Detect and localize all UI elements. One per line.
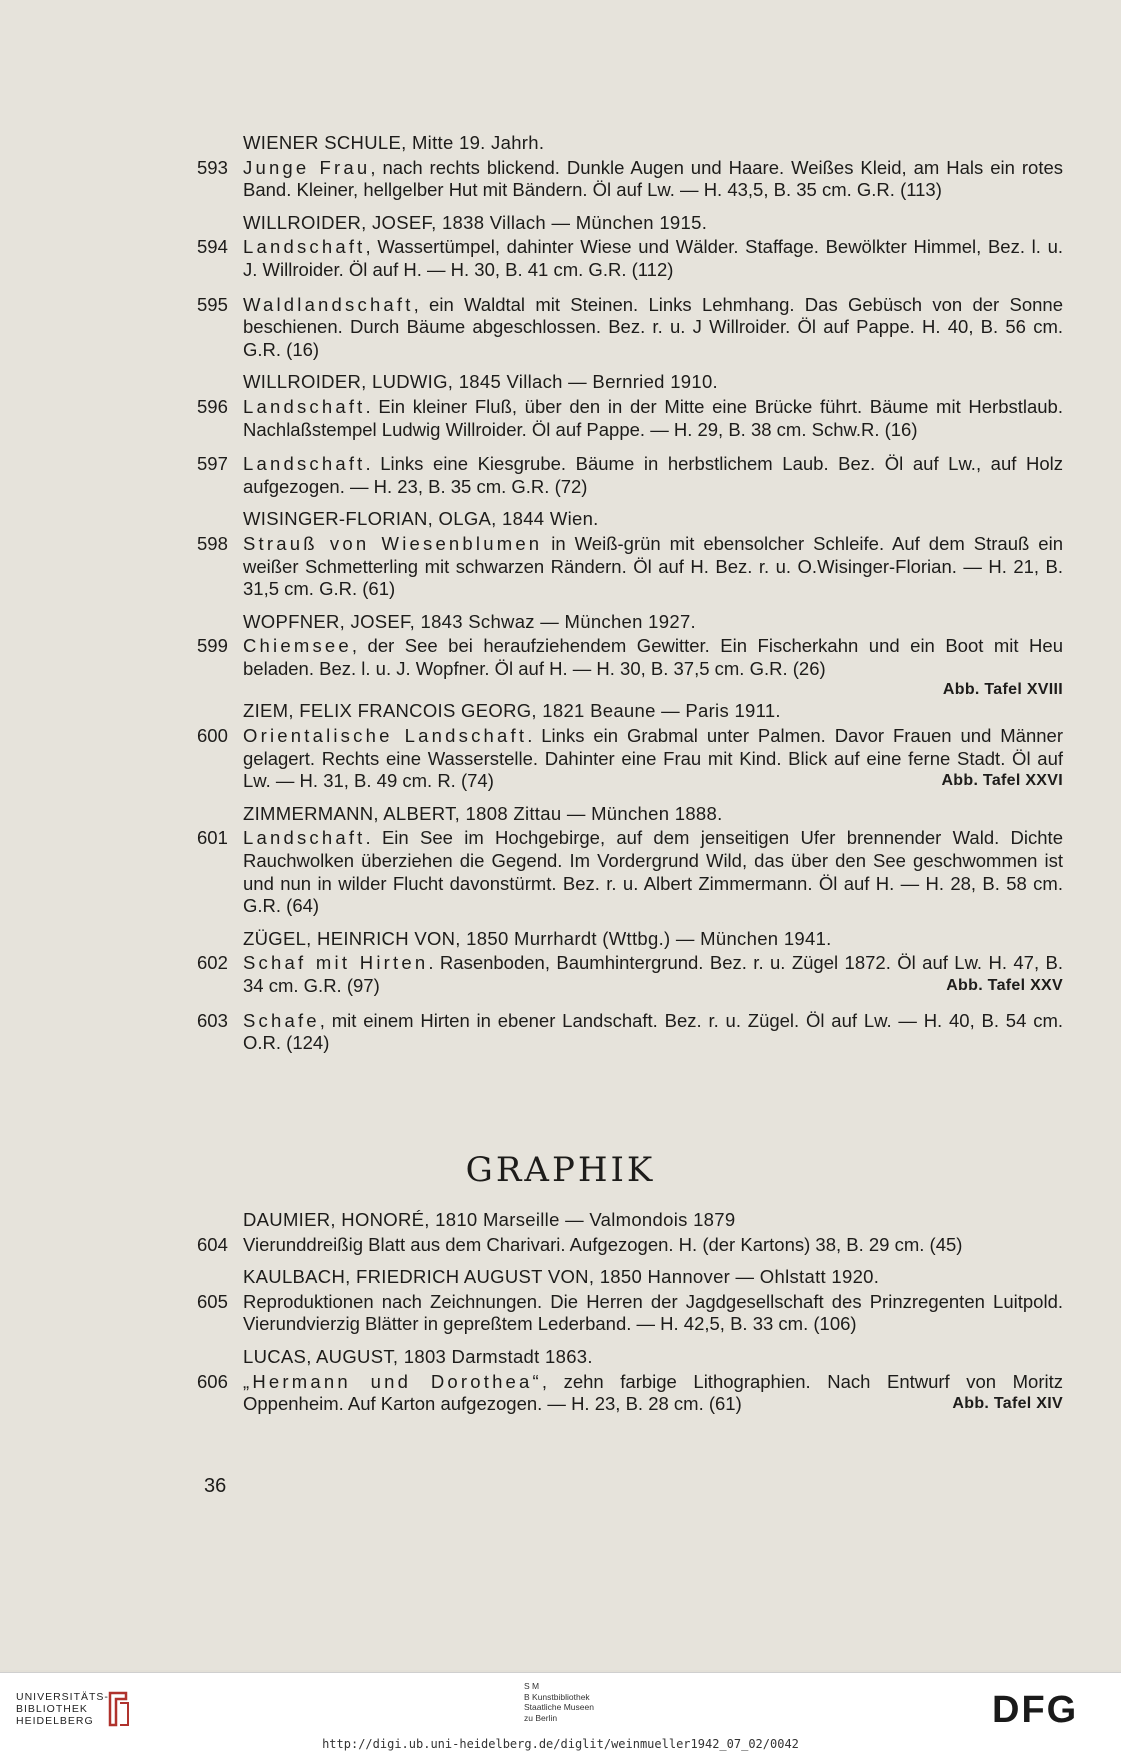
catalog-entry <box>197 827 1063 917</box>
dfg-logo[interactable]: DFG <box>992 1689 1079 1731</box>
catalog-entry <box>197 396 1063 441</box>
entry-title: Landschaft <box>243 827 366 849</box>
entry-number: 600 <box>197 725 228 747</box>
artist-heading: ZÜGEL, HEINRICH VON, 1850 Murrhardt (Wttbg.) — München 1941. <box>243 927 832 949</box>
entry-text: , zehn farbige Lithographien. Nach Entwurf von Moritz Oppenheim. Auf Karton aufgezogen. — H. 23, B. 28 cm. (61) <box>243 1370 1064 1415</box>
entry-text: . Rasenboden, Baumhintergrund. Bez. r. u. Zügel 1872. Öl auf Lw. H. 47, B. 34 cm. G.R. (97) <box>243 952 1064 996</box>
catalog-entry <box>197 725 1063 793</box>
entry-number: 602 <box>197 952 228 974</box>
entry-number: 594 <box>197 236 228 258</box>
entry-number: 599 <box>197 635 228 657</box>
artist-heading: WIENER SCHULE, Mitte 19. Jahrh. <box>243 132 545 153</box>
catalog-entry <box>197 1234 1063 1257</box>
university-mark-icon <box>104 1689 132 1729</box>
entry-text: . Links eine Kiesgrube. Bäume in herbstlichem Laub. Bez. Öl auf Lw., auf Holz aufgezogen. — H. 23, B. 35 cm. G.R. (72) <box>243 453 1063 497</box>
entry-title: Chiemsee <box>243 635 352 657</box>
entry-title: Waldlandschaft <box>243 293 414 315</box>
catalog-entry <box>197 1291 1063 1336</box>
entry-title: Strauß von Wiesenblumen <box>243 532 543 554</box>
entry-title: Landschaft <box>243 236 366 258</box>
entry-text: . Links ein Grabmal unter Palmen. Davor Frauen und Männer gelagert. Rechts eine Wasserstelle. Dahinter eine Frau mit Kind. Blick auf eine ferne Stadt. Öl auf Lw. — H. 31, B. 49 cm. R. (74) <box>243 725 1063 792</box>
entry-title: Orientalische Landschaft <box>243 725 528 747</box>
entry-text: in Weiß-grün mit ebensolcher Schleife. Auf dem Strauß ein weißer Schmetterling mit schwarzen Rändern. Öl auf H. Bez. r. u. O.Wisinger-Florian. — H. 21, B. 31,5 cm. G.R. (61) <box>243 532 1063 600</box>
plate-reference: Abb. Tafel XXV <box>946 977 1063 994</box>
catalog-entry <box>197 635 1063 700</box>
catalog-entry <box>197 294 1063 362</box>
entry-text: , nach rechts blickend. Dunkle Augen und Haare. Weißes Kleid, am Hals ein rotes Band. Kleiner, hellgelber Hut mit Bändern. Öl auf Lw. — H. 43,5, B. 35 cm. G.R. (113) <box>243 156 1064 201</box>
catalog-entry <box>197 1371 1063 1416</box>
entry-text: , Wassertümpel, dahinter Wiese und Wälder. Staffage. Bewölkter Himmel, Bez. l. u. J. Willroider. Öl auf H. — H. 30, B. 41 cm. G.R. (112) <box>243 236 1063 280</box>
plate-reference: Abb. Tafel XIV <box>952 1395 1063 1413</box>
entry-title: Junge Frau <box>243 156 371 178</box>
artist-heading: DAUMIER, HONORÉ, 1810 Marseille — Valmondois 1879 <box>243 1209 736 1230</box>
entry-number: 606 <box>197 1370 228 1392</box>
entry-number: 598 <box>197 532 228 554</box>
entry-text: . Ein See im Hochgebirge, auf dem jenseitigen Ufer brennender Wald. Dichte Rauchwolken überziehen die Gegend. Im Vordergrund Wild, das über den See geschwommen ist und nun in wilder Flucht davonstürmt. Bez. r. u. Albert Zimmermann. Öl auf H. — H. 28, B. 58 cm. G.R. (64) <box>243 827 1063 917</box>
artist-heading: WOPFNER, JOSEF, 1843 Schwaz — München 1927. <box>243 610 696 632</box>
entry-text: Vierunddreißig Blatt aus dem Charivari. Aufgezogen. H. (der Kartons) 38, B. 29 cm. (45) <box>243 1233 963 1255</box>
entry-text: , der See bei heraufziehendem Gewitter. Ein Fischerkahn und ein Boot mit Heu beladen. Bez. l. u. J. Wopfner. Öl auf H. — H. 30, B. 37,5 cm. G.R. (26) <box>243 635 1063 679</box>
entry-text: , ein Waldtal mit Steinen. Links Lehmhang. Das Gebüsch von der Sonne beschienen. Durch Bäume abgeschlossen. Bez. r. u. J Willroider. Öl auf Pappe. H. 40, B. 56 cm. G.R. (16) <box>243 293 1063 360</box>
entry-text: , mit einem Hirten in ebener Landschaft. Bez. r. u. Zügel. Öl auf Lw. — H. 40, B. 54 cm. O.R. (124) <box>243 1009 1063 1054</box>
entry-number: 605 <box>197 1290 228 1312</box>
entry-number: 593 <box>197 156 228 178</box>
catalog-entries <box>197 132 1063 1055</box>
entry-text: . Ein kleiner Fluß, über den in der Mitte eine Brücke führt. Bäume mit Herbstlaub. Nachlaßstempel Ludwig Willroider. Öl auf Pappe. — H. 29, B. 38 cm. Schw.R. (16) <box>243 395 1063 440</box>
catalog-entry <box>197 157 1063 202</box>
artist-heading: KAULBACH, FRIEDRICH AUGUST VON, 1850 Hannover — Ohlstatt 1920. <box>243 1266 880 1288</box>
entry-title: Landschaft <box>243 395 366 417</box>
plate-reference: Abb. Tafel XXVI <box>941 772 1063 790</box>
artist-heading: WISINGER-FLORIAN, OLGA, 1844 Wien. <box>243 508 599 530</box>
catalog-entry <box>197 453 1063 498</box>
page-number: 36 <box>204 1475 227 1497</box>
section-heading: GRAPHIK <box>465 1150 656 1190</box>
entry-title: Schafe <box>243 1009 320 1031</box>
entry-title: „Hermann und Dorothea“ <box>243 1370 542 1392</box>
university-library-logo[interactable]: UNIVERSITÄTS- BIBLIOTHEK HEIDELBERG <box>16 1691 109 1727</box>
catalog-entry <box>197 952 1063 997</box>
artist-heading: WILLROIDER, JOSEF, 1838 Villach — München 1915. <box>243 211 708 233</box>
entry-title: Landschaft <box>243 453 366 475</box>
artist-heading: WILLROIDER, LUDWIG, 1845 Villach — Bernried 1910. <box>243 371 718 393</box>
entry-text: Reproduktionen nach Zeichnungen. Die Herren der Jagdgesellschaft des Prinzregenten Luitpold. Vierundvierzig Blätter in gepreßtem Lederband. — H. 42,5, B. 33 cm. (106) <box>243 1290 1063 1335</box>
catalog-entry <box>197 236 1063 281</box>
entry-number: 597 <box>197 453 228 475</box>
graphik-entries <box>197 1209 1063 1416</box>
entry-number: 601 <box>197 827 228 849</box>
permalink-url[interactable]: http://digi.ub.uni-heidelberg.de/diglit/weinmueller1942_07_02/0042 <box>322 1737 799 1751</box>
artist-heading: LUCAS, AUGUST, 1803 Darmstadt 1863. <box>243 1345 593 1367</box>
entry-number: 595 <box>197 293 228 315</box>
plate-reference: Abb. Tafel XVIII <box>942 681 1063 699</box>
entry-number: 596 <box>197 395 228 417</box>
entry-number: 604 <box>197 1233 228 1255</box>
entry-number: 603 <box>197 1009 228 1031</box>
artist-heading: ZIEM, FELIX FRANCOIS GEORG, 1821 Beaune — Paris 1911. <box>243 700 781 722</box>
digitization-footer <box>0 1672 1121 1755</box>
catalog-entry <box>197 533 1063 601</box>
entry-title: Schaf mit Hirten <box>243 952 429 974</box>
artist-heading: ZIMMERMANN, ALBERT, 1808 Zittau — München 1888. <box>243 802 723 824</box>
smb-kunstbibliothek-logo[interactable]: S M B Kunstbibliothek Staatliche Museen zu Berlin <box>524 1681 594 1723</box>
catalog-entry <box>197 1010 1063 1055</box>
